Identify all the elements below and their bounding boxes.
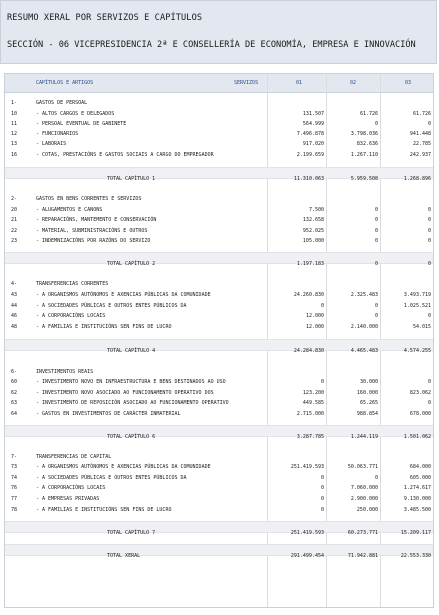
value-service-02: 2.325.483 xyxy=(350,292,378,298)
value-service-01: 0 xyxy=(320,496,324,502)
column-header-02: 02 xyxy=(350,80,357,86)
value-service-03: 684.000 xyxy=(409,464,431,470)
row-label: - INVESTIMENTO NOVO ASOCIADO AO FUNCIONAMENTO OPERATIVO DOS xyxy=(36,390,214,396)
row-code: 10 xyxy=(11,111,18,117)
row-label: INVESTIMENTOS REAIS xyxy=(36,369,94,375)
value-service-02: 2.900.000 xyxy=(350,496,378,502)
row-label: - A EMPRESAS PRIVADAS xyxy=(36,496,100,502)
table-row xyxy=(5,97,433,108)
row-code: 12 xyxy=(11,131,18,137)
value-service-03: 0 xyxy=(427,121,431,127)
row-label: TRANSFERENCIAS DE CAPITAL xyxy=(36,454,112,460)
value-service-03: 0 xyxy=(427,261,431,267)
row-label: - A SOCIEDADES PÚBLICAS E OUTROS ENTES PÚBLICOS DA xyxy=(36,475,187,481)
table-row xyxy=(5,397,433,408)
value-service-01: 24.284.830 xyxy=(293,348,324,354)
row-label: - ALUGAMENTOS E CANONS xyxy=(36,207,103,213)
table-row xyxy=(5,321,433,332)
table-row xyxy=(5,278,433,289)
row-label: - A FAMILIAS E INSTITUCIÓNS SEN FINS DE LUCRO xyxy=(36,507,172,513)
value-service-01: 0 xyxy=(320,485,324,491)
value-service-03: 1.268.896 xyxy=(403,176,431,182)
value-service-01: 7.500 xyxy=(308,207,324,213)
value-service-03: 0 xyxy=(427,238,431,244)
value-service-01: 11.310.063 xyxy=(293,176,324,182)
table-header xyxy=(5,74,433,93)
value-service-03: 9.130.000 xyxy=(403,496,431,502)
value-service-02: 0 xyxy=(374,207,378,213)
value-service-03: 4.574.255 xyxy=(403,348,431,354)
value-service-01: 564.999 xyxy=(302,121,324,127)
table-row xyxy=(5,408,433,419)
table-row xyxy=(5,289,433,300)
row-label: TRANSFERENCIAS CORRENTES xyxy=(36,281,109,287)
row-label: GASTOS EN BENS CORRENTES E SERVIZOS xyxy=(36,196,142,202)
chapter-total-row xyxy=(5,173,433,184)
value-service-02: 2.140.000 xyxy=(350,324,378,330)
value-service-02: 0 xyxy=(374,475,378,481)
section-subtitle: SECCIÓN - 06 VICEPRESIDENCIA 2ª E CONSELLERÍA DE ECONOMÍA, EMPRESA E INNOVACIÓN xyxy=(7,40,416,50)
value-service-01: 131.507 xyxy=(302,111,324,117)
value-service-03: 0 xyxy=(427,217,431,223)
value-service-02: 0 xyxy=(374,313,378,319)
row-code: 22 xyxy=(11,228,18,234)
table-row xyxy=(5,235,433,246)
value-service-02: 1.244.119 xyxy=(350,434,378,440)
value-service-01: 2.199.659 xyxy=(296,152,324,158)
value-service-03: 0 xyxy=(427,379,431,385)
value-service-01: 123.200 xyxy=(302,390,324,396)
row-code: 60 xyxy=(11,379,18,385)
row-code: 48 xyxy=(11,324,18,330)
value-service-02: 0 xyxy=(374,228,378,234)
chapter-total-row xyxy=(5,345,433,356)
row-label: - ALTOS CARGOS E DELEGADOS xyxy=(36,111,115,117)
row-code: 1- xyxy=(11,100,18,106)
row-code: 74 xyxy=(11,475,18,481)
row-label: - INVESTIMENTO DE REPOSICIÓN ASOCIADO AO FUNCIONAMENTO OPERATIVO xyxy=(36,400,229,406)
value-service-02: 60.273.771 xyxy=(347,530,378,536)
row-code: 63 xyxy=(11,400,18,406)
row-label: - A FAMILIAS E INSTITUCIÓNS SEN FINS DE LUCRO xyxy=(36,324,172,330)
value-service-02: 0 xyxy=(374,121,378,127)
row-label: - COTAS, PRESTACIÓNS E GASTOS SOCIAIS A CARGO DO EMPREGADOR xyxy=(36,152,214,158)
row-code: 13 xyxy=(11,141,18,147)
value-service-01: 0 xyxy=(320,303,324,309)
row-code: 4- xyxy=(11,281,18,287)
grand-total-row xyxy=(5,550,433,561)
row-code: 78 xyxy=(11,507,18,513)
value-service-03: 941.448 xyxy=(409,131,431,137)
value-service-01: 0 xyxy=(320,379,324,385)
value-service-02: 0 xyxy=(374,238,378,244)
row-label: TOTAL CAPÍTULO 1 xyxy=(107,176,156,182)
value-service-02: 0 xyxy=(374,217,378,223)
chapter-total-row xyxy=(5,258,433,269)
table-row xyxy=(5,504,433,515)
value-service-03: 605.000 xyxy=(409,475,431,481)
row-label: TOTAL CAPÍTULO 4 xyxy=(107,348,156,354)
value-service-02: 832.636 xyxy=(356,141,378,147)
table-row xyxy=(5,310,433,321)
value-service-01: 952.025 xyxy=(302,228,324,234)
value-service-03: 678.000 xyxy=(409,411,431,417)
value-service-01: 7.496.878 xyxy=(296,131,324,137)
value-service-03: 0 xyxy=(427,207,431,213)
value-service-02: 71.942.881 xyxy=(347,553,378,559)
row-code: 2- xyxy=(11,196,18,202)
value-service-03: 1.025.521 xyxy=(403,303,431,309)
row-code: 11 xyxy=(11,121,18,127)
value-service-02: 30.000 xyxy=(359,379,378,385)
value-service-01: 3.287.785 xyxy=(296,434,324,440)
value-service-01: 0 xyxy=(320,507,324,513)
value-service-03: 54.015 xyxy=(412,324,431,330)
value-service-03: 15.209.117 xyxy=(400,530,431,536)
row-code: 76 xyxy=(11,485,18,491)
row-label: - GASTOS EN INVESTIMENTOS DE CARÁCTER INMATERIAL xyxy=(36,411,181,417)
row-code: 73 xyxy=(11,464,18,470)
value-service-03: 22.553.330 xyxy=(400,553,431,559)
table-row xyxy=(5,214,433,225)
value-service-03: 3.493.719 xyxy=(403,292,431,298)
table-row xyxy=(5,461,433,472)
row-label: - A ORGANISMOS AUTÓNOMOS E AXENCIAS PÚBLICAS DA COMUNIDADE xyxy=(36,292,211,298)
value-service-03: 242.937 xyxy=(409,152,431,158)
row-label: TOTAL CAPÍTULO 6 xyxy=(107,434,156,440)
value-service-01: 12.000 xyxy=(305,324,324,330)
value-service-03: 61.726 xyxy=(412,111,431,117)
value-service-03: 1.501.062 xyxy=(403,434,431,440)
row-code: 77 xyxy=(11,496,18,502)
value-service-03: 22.785 xyxy=(412,141,431,147)
report-title: RESUMO XERAL POR SERVIZOS E CAPÍTULOS xyxy=(7,13,203,23)
row-label: - INDEMNIZACIÓNS POR RAZÓNS DO SERVIZO xyxy=(36,238,151,244)
value-service-01: 12.000 xyxy=(305,313,324,319)
row-label: - A SOCIEDADES PÚBLICAS E OUTROS ENTES PÚBLICOS DA xyxy=(36,303,187,309)
value-service-02: 3.798.036 xyxy=(350,131,378,137)
row-code: 46 xyxy=(11,313,18,319)
value-service-03: 823.062 xyxy=(409,390,431,396)
row-code: 6- xyxy=(11,369,18,375)
row-code: 20 xyxy=(11,207,18,213)
value-service-03: 0 xyxy=(427,228,431,234)
value-service-02: 0 xyxy=(374,303,378,309)
row-code: 43 xyxy=(11,292,18,298)
row-code: 7- xyxy=(11,454,18,460)
value-service-02: 988.854 xyxy=(356,411,378,417)
row-label: - FUNCIONARIOS xyxy=(36,131,79,137)
table-row xyxy=(5,482,433,493)
value-service-01: 105.000 xyxy=(302,238,324,244)
value-service-01: 251.419.593 xyxy=(290,530,324,536)
value-service-02: 65.265 xyxy=(359,400,378,406)
chapter-total-row xyxy=(5,431,433,442)
row-label: - A ORGANISMOS AUTÓNOMOS E AXENCIAS PÚBLICAS DA COMUNIDADE xyxy=(36,464,211,470)
value-service-02: 61.726 xyxy=(359,111,378,117)
chapter-total-row xyxy=(5,527,433,538)
row-label: - A CORPORACIÓNS LOCAIS xyxy=(36,313,106,319)
summary-table xyxy=(4,73,434,608)
table-row xyxy=(5,493,433,504)
row-code: 16 xyxy=(11,152,18,158)
row-code: 44 xyxy=(11,303,18,309)
value-service-02: 250.000 xyxy=(356,507,378,513)
value-service-02: 0 xyxy=(374,261,378,267)
value-service-02: 4.465.483 xyxy=(350,348,378,354)
column-header-items: CAPÍTULOS E ARTIGOS xyxy=(36,80,94,86)
value-service-01: 291.499.454 xyxy=(290,553,324,559)
value-service-03: 0 xyxy=(427,313,431,319)
value-service-02: 1.267.110 xyxy=(350,152,378,158)
value-service-01: 2.715.000 xyxy=(296,411,324,417)
value-service-02: 5.959.508 xyxy=(350,176,378,182)
row-label: - REPARACIÓNS, MANTEMENTO E CONSERVACIÓN xyxy=(36,217,157,223)
table-row xyxy=(5,149,433,160)
row-label: - MATERIAL, SUBMINISTRACIÓNS E OUTROS xyxy=(36,228,148,234)
column-header-services: SERVIZOS xyxy=(234,80,259,86)
row-code: 23 xyxy=(11,238,18,244)
row-code: 62 xyxy=(11,390,18,396)
row-label: GASTOS DE PERSOAL xyxy=(36,100,88,106)
value-service-01: 132.658 xyxy=(302,217,324,223)
row-code: 64 xyxy=(11,411,18,417)
value-service-01: 1.197.183 xyxy=(296,261,324,267)
report-header xyxy=(0,0,437,64)
value-service-03: 3.485.500 xyxy=(403,507,431,513)
value-service-02: 50.063.771 xyxy=(347,464,378,470)
row-label: TOTAL XERAL xyxy=(107,553,141,559)
row-label: - INVESTIMENTO NOVO EN INFRAESTRUCTURA E BENS DESTINADOS AO USO xyxy=(36,379,226,385)
value-service-03: 1.274.617 xyxy=(403,485,431,491)
row-label: TOTAL CAPÍTULO 2 xyxy=(107,261,156,267)
table-row xyxy=(5,376,433,387)
column-header-03: 03 xyxy=(405,80,412,86)
value-service-01: 449.585 xyxy=(302,400,324,406)
table-row xyxy=(5,193,433,204)
row-label: - LABORAIS xyxy=(36,141,67,147)
value-service-01: 24.260.830 xyxy=(293,292,324,298)
row-label: - A CORPORACIÓNS LOCAIS xyxy=(36,485,106,491)
row-label: TOTAL CAPÍTULO 7 xyxy=(107,530,156,536)
table-row xyxy=(5,138,433,149)
value-service-01: 917.020 xyxy=(302,141,324,147)
value-service-03: 0 xyxy=(427,400,431,406)
value-service-01: 251.419.593 xyxy=(290,464,324,470)
value-service-02: 160.000 xyxy=(356,390,378,396)
value-service-01: 0 xyxy=(320,475,324,481)
row-label: - PERSOAL EVENTUAL DE GABINETE xyxy=(36,121,127,127)
column-header-01: 01 xyxy=(296,80,303,86)
row-code: 21 xyxy=(11,217,18,223)
value-service-02: 7.060.000 xyxy=(350,485,378,491)
